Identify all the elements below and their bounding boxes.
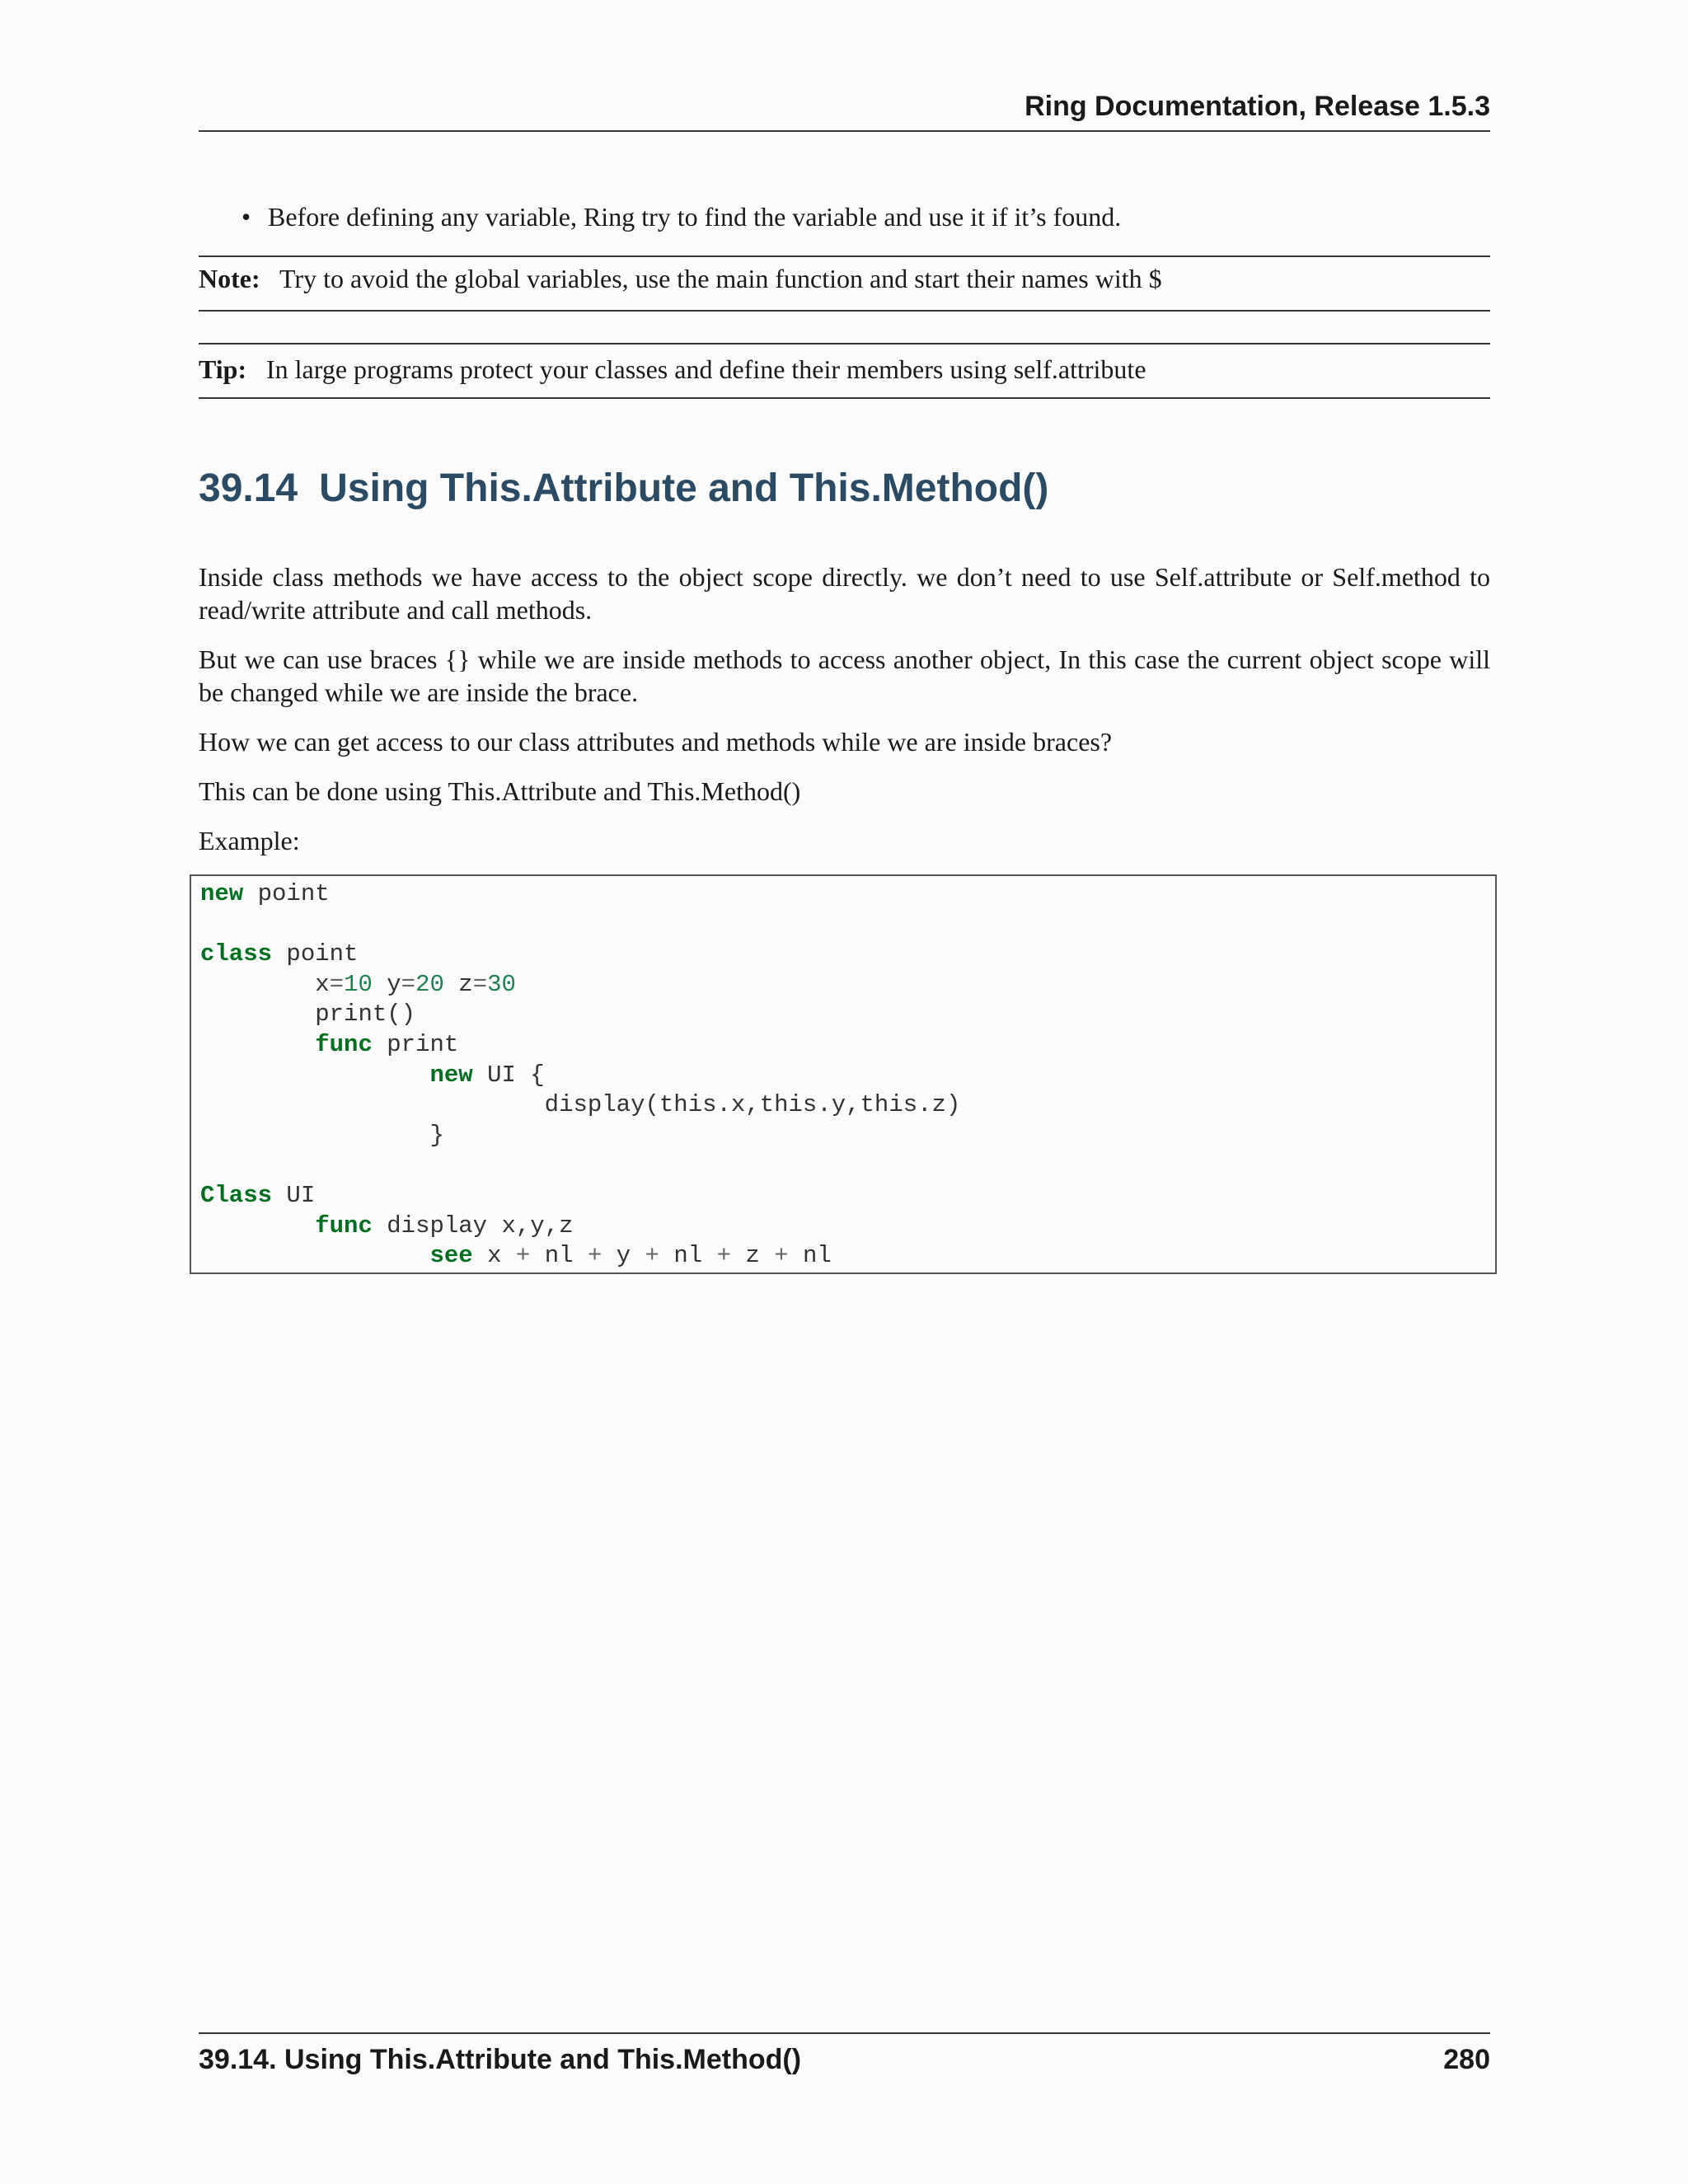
code-text: print() <box>315 1001 416 1029</box>
code-text: print <box>372 1030 459 1058</box>
code-text: nl <box>788 1242 832 1270</box>
code-operator: + <box>515 1242 531 1270</box>
document-title: Ring Documentation, Release 1.5.3 <box>1025 91 1490 122</box>
note-box <box>199 255 1490 312</box>
paragraph-example-label: Example: <box>199 826 300 855</box>
code-operator: + <box>774 1242 789 1270</box>
section-heading <box>199 466 1048 511</box>
code-text: display(this.x,this.y,this.z) <box>544 1091 961 1119</box>
code-keyword: see <box>429 1242 473 1270</box>
code-text: y <box>372 970 401 998</box>
code-text: y <box>602 1242 645 1270</box>
code-text: z <box>730 1242 775 1270</box>
code-text: } <box>429 1121 444 1149</box>
code-keyword: Class <box>200 1181 273 1209</box>
footer-section-title: 39.14. Using This.Attribute and This.Method() <box>199 2044 802 2075</box>
code-text: UI <box>272 1181 316 1209</box>
code-operator: = <box>401 970 416 998</box>
tip-box <box>199 343 1490 399</box>
code-number: 30 <box>487 970 516 998</box>
code-operator: + <box>716 1242 731 1270</box>
code-number: 10 <box>344 970 373 998</box>
code-listing <box>200 879 960 1272</box>
code-text: point <box>243 880 330 907</box>
section-title-text: Using This.Attribute and This.Method() <box>319 466 1049 510</box>
code-text: nl <box>530 1242 588 1270</box>
page-footer <box>199 2032 1490 2083</box>
code-operator: = <box>329 970 345 998</box>
bullet-icon: • <box>241 202 251 232</box>
bullet-text: Before defining any variable, Ring try to find the variable and use it if it’s found. <box>268 202 1122 232</box>
code-block <box>190 874 1497 1274</box>
paragraph-answer: This can be done using This.Attribute and This.Method() <box>199 776 801 806</box>
paragraph-braces: But we can use braces {} while we are inside methods to access another object, In this case the current object scope will be changed while we are inside the brace. <box>199 644 1490 707</box>
code-operator: + <box>645 1242 659 1270</box>
code-keyword: new <box>200 880 244 907</box>
code-keyword: new <box>429 1061 473 1089</box>
code-number: 20 <box>415 970 444 998</box>
paragraph-question: How we can get access to our class attributes and methods while we are inside braces? <box>199 727 1113 757</box>
page-number: 280 <box>1443 2044 1490 2075</box>
paragraph-scope: Inside class methods we have access to the object scope directly. we don’t need to use Self.attribute or Self.method to read/write attribute and call methods. <box>199 562 1490 625</box>
note-text: Try to avoid the global variables, use the main function and start their names with $ <box>279 264 1162 293</box>
tip-label: Tip: <box>199 354 247 384</box>
code-text: UI { <box>472 1061 545 1089</box>
code-keyword: func <box>315 1030 373 1058</box>
code-operator: + <box>587 1242 603 1270</box>
code-text: display x,y,z <box>372 1212 574 1240</box>
code-text: x <box>472 1242 516 1270</box>
code-keyword: func <box>315 1212 373 1240</box>
code-text: x <box>315 970 330 998</box>
page-header <box>199 92 1490 132</box>
section-number: 39.14 <box>199 466 298 510</box>
code-text: nl <box>659 1242 717 1270</box>
note-label: Note: <box>199 264 260 293</box>
code-operator: = <box>472 970 488 998</box>
code-keyword: class <box>200 940 273 968</box>
code-text: point <box>272 940 359 968</box>
code-text: z <box>443 970 473 998</box>
tip-text: In large programs protect your classes and define their members using self.attribute <box>266 354 1146 384</box>
